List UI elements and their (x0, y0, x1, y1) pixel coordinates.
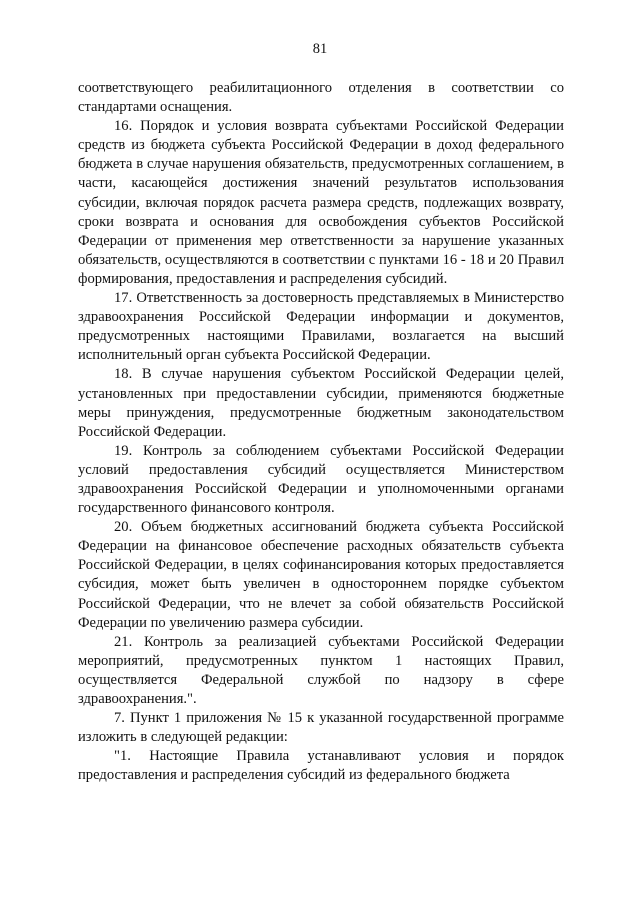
paragraph-18: 18. В случае нарушения субъектом Российской Федерации целей, установленных при предоставлении субсидии, применяются бюджетные меры принуждения, предусмотренные бюджетным законодательством Российской Федерации. (78, 366, 564, 440)
paragraph-21: 21. Контроль за реализацией субъектами Российской Федерации мероприятий, предусмотренных пунктом 1 настоящих Правил, осуществляется Федеральной службой по надзору в сфере здравоохранения.". (78, 633, 564, 707)
paragraph-19: 19. Контроль за соблюдением субъектами Российской Федерации условий предоставления субсидий осуществляется Министерством здравоохранения Российской Федерации и уполномоченными органами государственного финансового контроля. (78, 442, 564, 517)
paragraph-17: 17. Ответственность за достоверность представляемых в Министерство здравоохранения Российской Федерации информации и документов, предусмотренных настоящими Правилами, возлагается на высший исполнительный орган субъекта Российской Федерации. (78, 290, 564, 364)
paragraph-16: 16. Порядок и условия возврата субъектами Российской Федерации средств из бюджета субъекта Российской Федерации в доход федерального бюджета в случае нарушения обязательств, предусмотренных соглашением, в части, касающейся достижения значений результатов использования субсидии, включая порядок расчета размера средств, подлежащих возврату, сроки возврата и основания для освобождения субъектов Российской Федерации от применения мер ответственности за нарушение указанных обязательств, осуществляются в соответствии с пунктами 16 - 18 и 20 Правил формирования, предоставления и распределения субсидий. (78, 118, 564, 287)
paragraph-item-7: 7. Пункт 1 приложения № 15 к указанной государственной программе изложить в следующей редакции: (78, 710, 564, 746)
paragraph-20: 20. Объем бюджетных ассигнований бюджета субъекта Российской Федерации на финансовое обеспечение расходных обязательств субъекта Российской Федерации, в целях софинансирования которых предоставляется субсидия, может быть увеличен в одностороннем порядке субъектом Российской Федерации, что не влечет за собой обязательств Российской Федерации по увеличению размера субсидии. (78, 519, 564, 631)
document-body (78, 79, 564, 785)
paragraph-continuation: соответствующего реабилитационного отделения в соответствии со стандартами оснащения. (78, 80, 564, 116)
page-number: 81 (312, 41, 328, 57)
paragraph-quoted-1: "1. Настоящие Правила устанавливают условия и порядок предоставления и распределения субсидий из федерального бюджета (78, 748, 564, 784)
